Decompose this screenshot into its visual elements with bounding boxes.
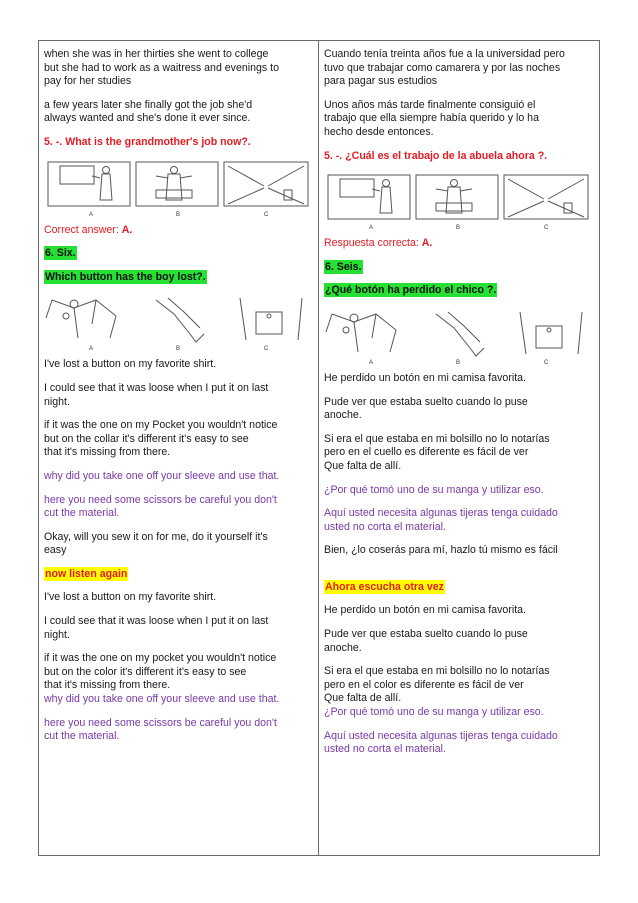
repeat-line-3: if it was the one on my pocket you wouldn't notice but on the color it's different it's easy to see that it's missing from there. — [44, 652, 277, 692]
dialogue-line-6: Okay, will you sew it on for me, do it yourself it's easy — [44, 530, 268, 557]
figure-label-a: A — [89, 346, 94, 353]
figure-label-b: B — [176, 211, 181, 218]
repeat-line-4: why did you take one off your sleeve and use that. — [44, 693, 280, 706]
repeat-line-1: I've lost a button on my favorite shirt. — [44, 591, 217, 604]
question-5: 5. -. What is the grandmother's job now?. — [44, 135, 251, 148]
button-figure — [324, 308, 594, 366]
dialogue-line-5: Aquí usted necesita algunas tijeras tenga cuidado usted no corta el material. — [324, 507, 558, 533]
listen-again-heading: now listen again — [45, 567, 128, 580]
dialogue-line-2: Pude ver que estaba suelto cuando lo puse anoche. — [324, 395, 528, 422]
figure-label-a: A — [89, 211, 94, 218]
figure-label-a: A — [369, 225, 374, 232]
question-5: 5. -. ¿Cuál es el trabajo de la abuela ahora ?. — [324, 149, 548, 162]
question-6: ¿Qué botón ha perdido el chico ?. — [325, 284, 497, 297]
dialogue-line-6: Bien, ¿lo coserás para mí, hazlo tú mismo es fácil — [324, 544, 558, 557]
grandmother-options-illustration — [44, 160, 314, 218]
figure-label-c: C — [264, 346, 269, 353]
intro-paragraph-2: a few years later she finally got the job she'd always wanted and she's done it ever since. — [44, 98, 253, 125]
repeat-line-5: Aquí usted necesita algunas tijeras tenga cuidado usted no corta el material. — [324, 729, 558, 756]
repeat-line-5: here you need some scissors be careful you don't cut the material. — [44, 716, 277, 743]
dialogue-line-3: Si era el que estaba en mi bolsillo no lo notarías pero en el cuello es diferente es fácil de ver Que falta de allí. — [324, 432, 550, 472]
bilingual-worksheet — [38, 40, 600, 856]
repeat-line-3: Si era el que estaba en mi bolsillo no lo notarías pero en el color es diferente es fácil de ver Que falta de allí. — [324, 665, 550, 705]
listen-again-heading: Ahora escucha otra vez — [325, 580, 444, 593]
dialogue-line-3: if it was the one on my Pocket you wouldn't notice but on the collar it's different it's easy to see that it's missing from there. — [44, 419, 278, 459]
figure-label-b: B — [456, 225, 461, 232]
shirt-options-illustration — [44, 294, 314, 352]
grandmother-job-figure — [44, 160, 313, 218]
figure-label-c: C — [544, 359, 549, 366]
dialogue-line-5: here you need some scissors be careful you don't cut the material. — [44, 493, 277, 520]
repeat-line-1: He perdido un botón en mi camisa favorita. — [324, 604, 526, 617]
correct-answer: Correct answer: A. — [44, 223, 133, 236]
repeat-line-2: Pude ver que estaba suelto cuando lo puse anoche. — [324, 628, 528, 654]
button-figure — [44, 294, 313, 352]
grandmother-options-illustration — [324, 173, 594, 231]
dialogue-line-1: He perdido un botón en mi camisa favorita. — [324, 371, 526, 384]
intro-paragraph-1: when she was in her thirties she went to college but she had to work as a waitress and evenings to pay for her studies — [44, 48, 279, 88]
figure-label-b: B — [456, 359, 461, 366]
repeat-line-4: ¿Por qué tomó uno de su manga y utilizar eso. — [324, 706, 544, 719]
intro-paragraph-2: Unos años más tarde finalmente consiguió el trabajo que ella siempre había querido y lo ha hecho desde entonces. — [324, 98, 539, 138]
intro-paragraph-1: Cuando tenía treinta años fue a la universidad pero tuvo que trabajar como camarera y por las noches para pagar sus estudios — [324, 48, 565, 88]
spanish-column — [319, 41, 599, 855]
dialogue-line-2: I could see that it was loose when I put it on last night. — [44, 381, 269, 408]
correct-answer: Respuesta correcta: A. — [324, 237, 433, 250]
dialogue-line-4: ¿Por qué tomó uno de su manga y utilizar eso. — [324, 483, 544, 496]
shirt-options-illustration — [324, 308, 594, 366]
question-6-number: 6. Six. — [45, 247, 76, 260]
question-6-number: 6. Seis. — [325, 260, 362, 273]
figure-label-a: A — [369, 359, 374, 366]
figure-label-b: B — [176, 346, 181, 353]
question-6: Which button has the boy lost?. — [45, 270, 206, 283]
grandmother-job-figure — [324, 173, 594, 231]
dialogue-line-4: why did you take one off your sleeve and use that. — [44, 469, 280, 482]
english-column — [39, 41, 319, 855]
repeat-line-2: I could see that it was loose when I put it on last night. — [44, 615, 269, 641]
dialogue-line-1: I've lost a button on my favorite shirt. — [44, 358, 217, 371]
figure-label-c: C — [264, 211, 269, 218]
figure-label-c: C — [544, 225, 549, 232]
